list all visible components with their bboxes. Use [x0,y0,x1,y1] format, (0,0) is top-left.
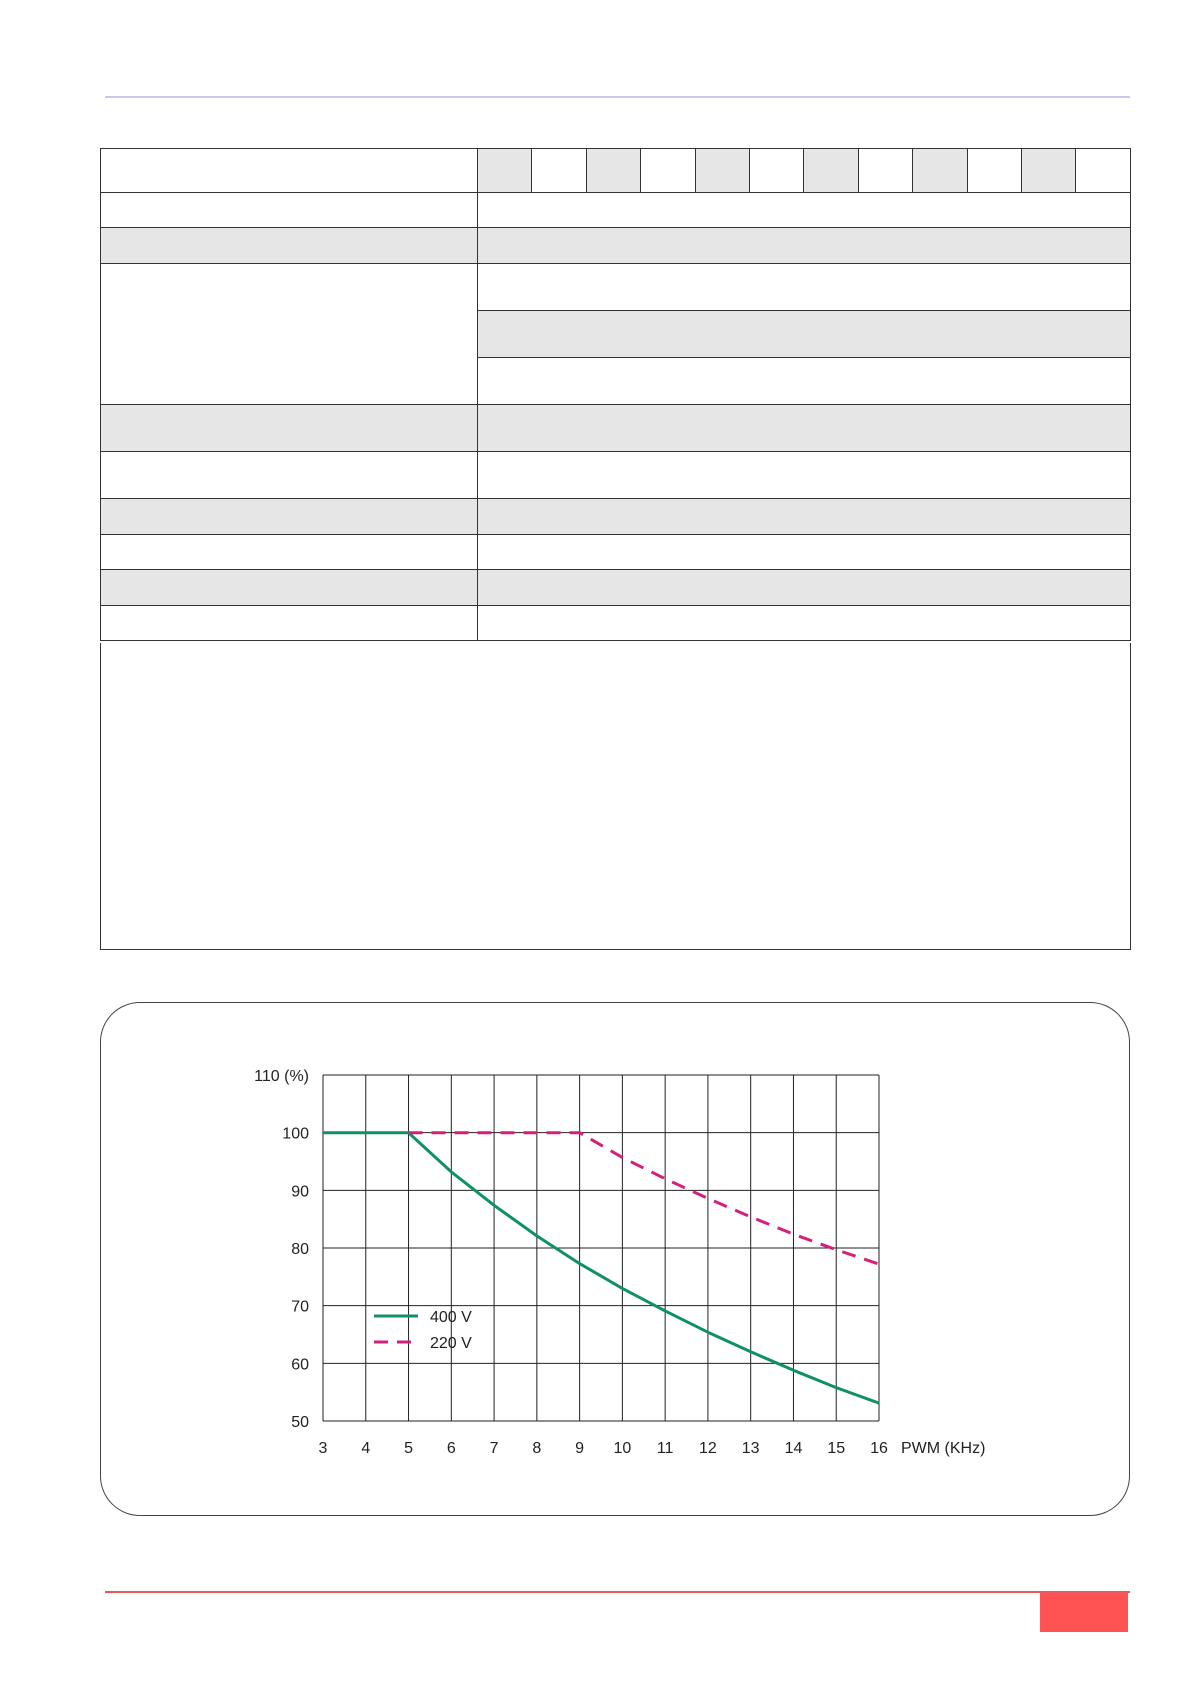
spec-header-cell [967,149,1021,193]
spec-row-value [478,452,1131,499]
x-tick-label: 9 [575,1440,585,1457]
spec-header-cell [695,149,749,193]
spec-row [101,535,1131,570]
footer-rule [105,1591,1130,1593]
spec-row-value [478,606,1131,641]
spec-header-cell [1022,149,1076,193]
spec-row-label [101,499,478,535]
spec-row-value [478,405,1131,452]
spec-row [101,606,1131,641]
y-tick-label: 50 [291,1414,309,1431]
spec-row-value [478,358,1131,405]
spec-row [101,499,1131,535]
x-tick-label: 10 [613,1440,632,1457]
spec-row-label [101,606,478,641]
spec-header-cell [641,149,695,193]
x-tick-label: 7 [489,1440,499,1457]
x-tick-label: 11 [656,1440,674,1457]
y-tick-label: 80 [291,1241,309,1258]
spec-row-value [478,311,1131,358]
x-tick-label: 4 [361,1440,371,1457]
notes-box [100,643,1131,950]
spec-row-label [101,264,478,405]
spec-row [101,228,1131,264]
spec-header-cell [586,149,640,193]
spec-header-row [101,149,1131,193]
spec-header-cell [1076,149,1131,193]
spec-row-label [101,535,478,570]
chart-frame [100,1002,1130,1516]
spec-row-label [101,228,478,264]
x-tick-label: 15 [827,1440,846,1457]
spec-row [101,193,1131,228]
spec-row-value [478,193,1131,228]
spec-row-value [478,499,1131,535]
series-line [323,1133,879,1403]
x-tick-label: 5 [404,1440,413,1457]
y-tick-label: 90 [291,1183,309,1201]
x-tick-label: 12 [699,1440,717,1457]
spec-row-label [101,405,478,452]
y-tick-label: 60 [291,1356,309,1374]
spec-header-cell [478,149,532,193]
y-tick-label: 70 [291,1298,309,1316]
spec-header-cell [750,149,804,193]
x-tick-label: 13 [741,1440,760,1457]
spec-row [101,405,1131,452]
spec-row-value [478,570,1131,606]
y-tick-label: 110 (%) [254,1068,309,1085]
spec-row-label [101,570,478,606]
x-axis-label: PWM (KHz) [901,1440,986,1457]
legend-label: 220 V [430,1335,472,1352]
spec-header-cell [913,149,967,193]
spec-row-value [478,228,1131,264]
x-tick-label: 6 [446,1440,456,1457]
x-tick-label: 14 [784,1440,803,1457]
header-rule [105,96,1130,98]
spec-row-value [478,264,1131,311]
spec-row-label [101,452,478,499]
spec-table [100,148,1131,641]
y-tick-label: 100 [282,1125,309,1143]
spec-row-value [478,535,1131,570]
spec-row [101,570,1131,606]
spec-row [101,452,1131,499]
x-tick-label: 8 [532,1440,542,1457]
spec-header-cell [858,149,912,193]
derating-chart [101,1003,1129,1515]
spec-header-cell [532,149,586,193]
series-line [409,1133,880,1264]
x-tick-label: 3 [318,1440,328,1457]
spec-header-label-cell [101,149,478,193]
spec-header-cell [804,149,858,193]
page-number-tab [1040,1593,1128,1632]
spec-row-label [101,193,478,228]
spec-row [101,264,1131,311]
x-tick-label: 16 [870,1440,888,1457]
legend-label: 400 V [430,1309,472,1326]
